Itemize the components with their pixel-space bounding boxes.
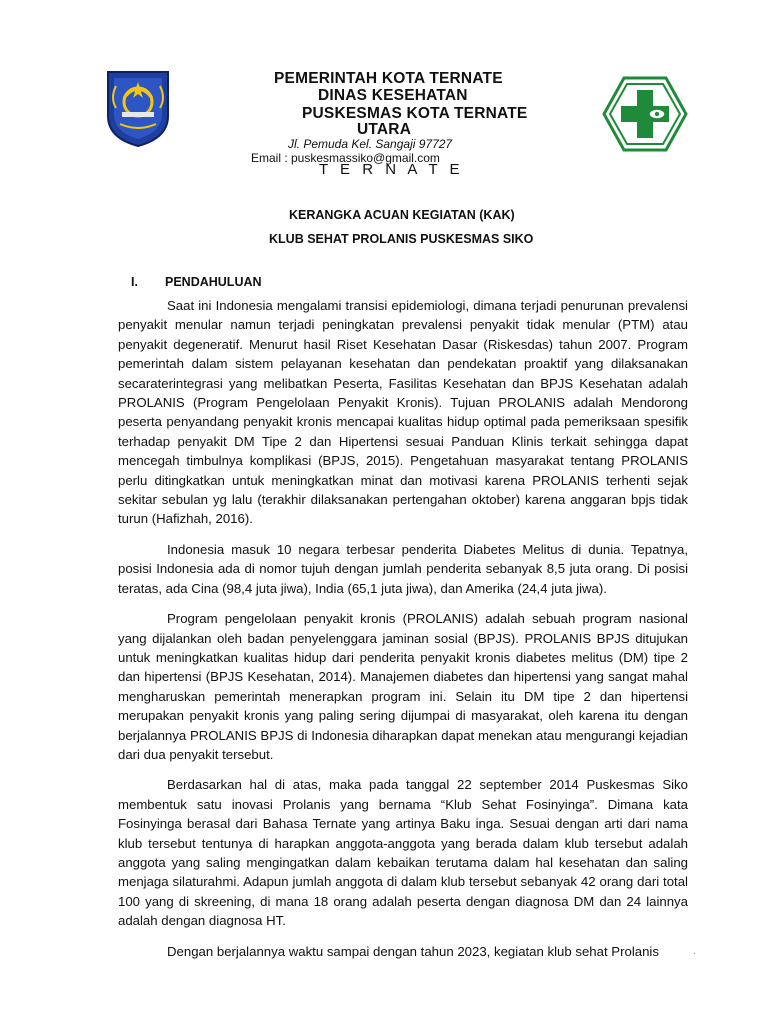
- section-heading: [131, 275, 262, 289]
- section-number: I.: [131, 275, 138, 289]
- document-title: KERANGKA ACUAN KEGIATAN (KAK): [289, 208, 515, 222]
- page-mark: .: [693, 946, 696, 957]
- body-paragraph: Saat ini Indonesia mengalami transisi epidemiologi, dimana terjadi penurunan prevalensi penyakit menular namun terjadi peningkatan prevalensi penyakit tidak menular (PTM) atau penyakit degeneratif. Menurut hasil Riset Kesehatan Dasar (Riskesdas) tahun 2007. Program pemerintah dalam sistem pelayanan kesehatan dan pendekatan proaktif yang dilaksanakan secaraterintegrasi yang melibatkan Peserta, Fasilitas Kesehatan dan BPJS Kesehatan adalah PROLANIS (Program Pengelolaan Penyakit Kronis). Tujuan PROLANIS adalah Mendorong peserta penyandang penyakit kronis mencapai kualitas hidup optimal pada pemeriksaan spesifik terhadap penyakit DM Tipe 2 dan Hipertensi sesuai Panduan Klinis terkait sehingga dapat mencegah timbulnya komplikasi (BPJS, 2015). Pengetahuan masyarakat tentang PROLANIS perlu ditingkatkan untuk meningkatkan minat dan motivasi karena PROLANIS terhenti sejak sekitar sebulan yg lalu (terakhir dilaksanakan pertengahan oktober) karena anggaran bpjs tidak turun (Hafizhah, 2016).: [118, 298, 688, 527]
- section-title: PENDAHULUAN: [165, 275, 262, 289]
- header-puskesmas-region: UTARA: [357, 121, 412, 138]
- document-body: [118, 296, 688, 972]
- header-address: Jl. Pemuda Kel. Sangaji 97727: [288, 137, 453, 151]
- header-puskesmas-name: PUSKESMAS KOTA TERNATE: [302, 105, 528, 122]
- kota-ternate-emblem-icon: [102, 68, 174, 148]
- header-email: Email : puskesmassiko@gmail.com: [251, 151, 440, 165]
- body-paragraph: Berdasarkan hal di atas, maka pada tanggal 22 september 2014 Puskesmas Siko membentuk satu inovasi Prolanis yang bernama “Klub Sehat Fosinyinga”. Dimana kata Fosinyinga berasal dari Bahasa Ternate yang artinya Baku inga. Sesuai dengan arti dari nama klub tersebut tentunya di harapkan anggota-anggota yang berada dalam klub tersebut adalah anggota yang saling mengingatkan dalam kebaikan terutama dalam hal kesehatan dan saling menjaga silaturahmi. Adapun jumlah anggota di dalam klub tersebut sebanyak 42 orang dari total 100 yang di skreening, di mana 18 orang adalah peserta dengan diagnosa DM dan 24 lainnya adalah dengan diagnosa HT.: [118, 777, 688, 929]
- header-department-name: DINAS KESEHATAN: [318, 87, 468, 104]
- header-government-name: PEMERINTAH KOTA TERNATE: [274, 70, 503, 87]
- body-paragraph: Dengan berjalannya waktu sampai dengan tahun 2023, kegiatan klub sehat Prolanis: [167, 943, 659, 959]
- body-paragraph: Indonesia masuk 10 negara terbesar penderita Diabetes Melitus di dunia. Tepatnya, posisi Indonesia ada di nomor tujuh dengan jumlah penderita sebanyak 8,5 juta orang. Di posisi teratas, ada Cina (98,4 juta jiwa), India (65,1 juta jiwa), dan Amerika (24,4 juta jiwa).: [118, 541, 688, 596]
- puskesmas-health-cross-icon: [602, 76, 688, 152]
- document-subtitle: KLUB SEHAT PROLANIS PUSKESMAS SIKO: [269, 232, 534, 246]
- body-paragraph: Program pengelolaan penyakit kronis (PROLANIS) adalah sebuah program nasional yang dijalankan oleh badan penyelenggara jaminan sosial (BPJS). PROLANIS BPJS ditujukan untuk meningkatkan kualitas hidup dari penderita penyakit kronis diabetes melitus (DM) tipe 2 dan hipertensi (BPJS Kesehatan, 2014). Manajemen diabetes dan hipertensi yang sangat mahal mengharuskan pemerintah menerapkan program ini. Selain itu DM tipe 2 dan hipertensi merupakan penyakit kronis yang paling sering dijumpai di masyarakat, oleh karena itu dengan berjalannya PROLANIS BPJS di Indonesia diharapkan dapat menekan atau mengurangi kejadian dari dua penyakit tersebut.: [118, 611, 688, 762]
- header-city: T E R N A T E: [319, 161, 464, 178]
